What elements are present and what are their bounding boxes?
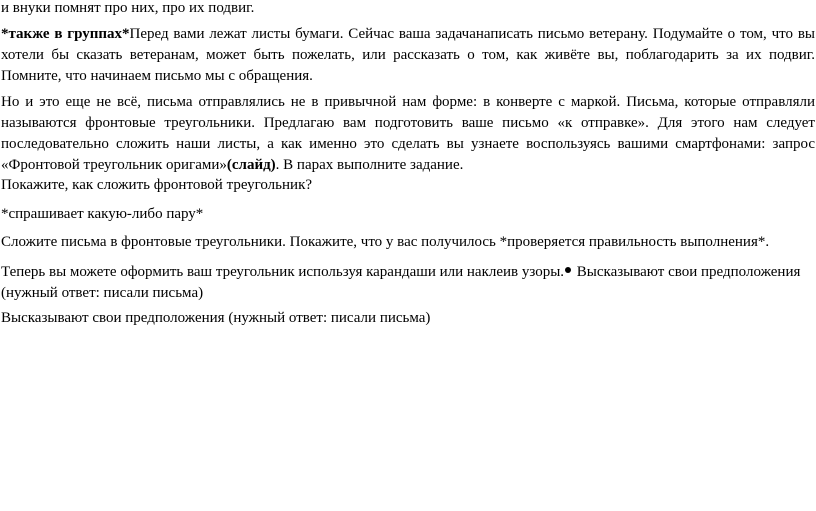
bullet-icon (565, 267, 571, 273)
question-text: Покажите, как сложить фронтовой треугольник? (1, 177, 313, 193)
pair-note-text: *спрашивает какую-либо пару* (1, 206, 204, 222)
paragraph-question (1, 175, 312, 196)
triangle-intro-text: Но и это еще не всё, письма отправлялись не в привычной нам форме: в конверте с маркой. Письма, которые отправляли называются фронтовые треугольники. Предлагаю вам подготовить ваше письмо «к отправке». Для этого нам следует последовательно сложить наши листы, а как именно это сделать вы узнаете воспользуясь вашими смартфонами: запрос «Фронтовой треугольник оригами» (1, 94, 815, 173)
slide-note: (слайд) (226, 157, 276, 173)
answer-text: Высказывают свои предположения (нужный ответ: писали письма) (1, 310, 431, 326)
paragraph-intro-text: и внуки помнят про них, про их подвиг. (1, 0, 255, 16)
fold-text: Сложите письма в фронтовые треугольники. Покажите, что у вас получилось *проверяется правильность выполнения*. (1, 234, 770, 250)
paragraph-intro (1, 0, 254, 19)
paragraph-pair-note (1, 204, 203, 225)
decorate-answer: Высказывают свои предположения (нужный ответ: писали письма) (1, 264, 801, 301)
paragraph-decorate (1, 262, 815, 304)
paragraph-fold (1, 232, 769, 253)
paragraph-groups-task (1, 24, 815, 87)
triangle-intro-end: . В парах выполните задание. (275, 157, 464, 173)
groups-note: *также в группах* (1, 26, 130, 42)
decorate-text: Теперь вы можете оформить ваш треугольник используя карандаши или наклеив узоры. (1, 264, 565, 280)
paragraph-answer (1, 308, 430, 329)
groups-task-text: Перед вами лежат листы бумаги. Сейчас ваша задачанаписать письмо ветерану. Подумайте о том, что вы хотели бы сказать ветеранам, может быть пожелать, или рассказать о том, как живёте вы, поблагодарить за их подвиг. Помните, что начинаем письмо мы с обращения. (1, 26, 816, 84)
paragraph-triangle-intro (1, 92, 815, 176)
